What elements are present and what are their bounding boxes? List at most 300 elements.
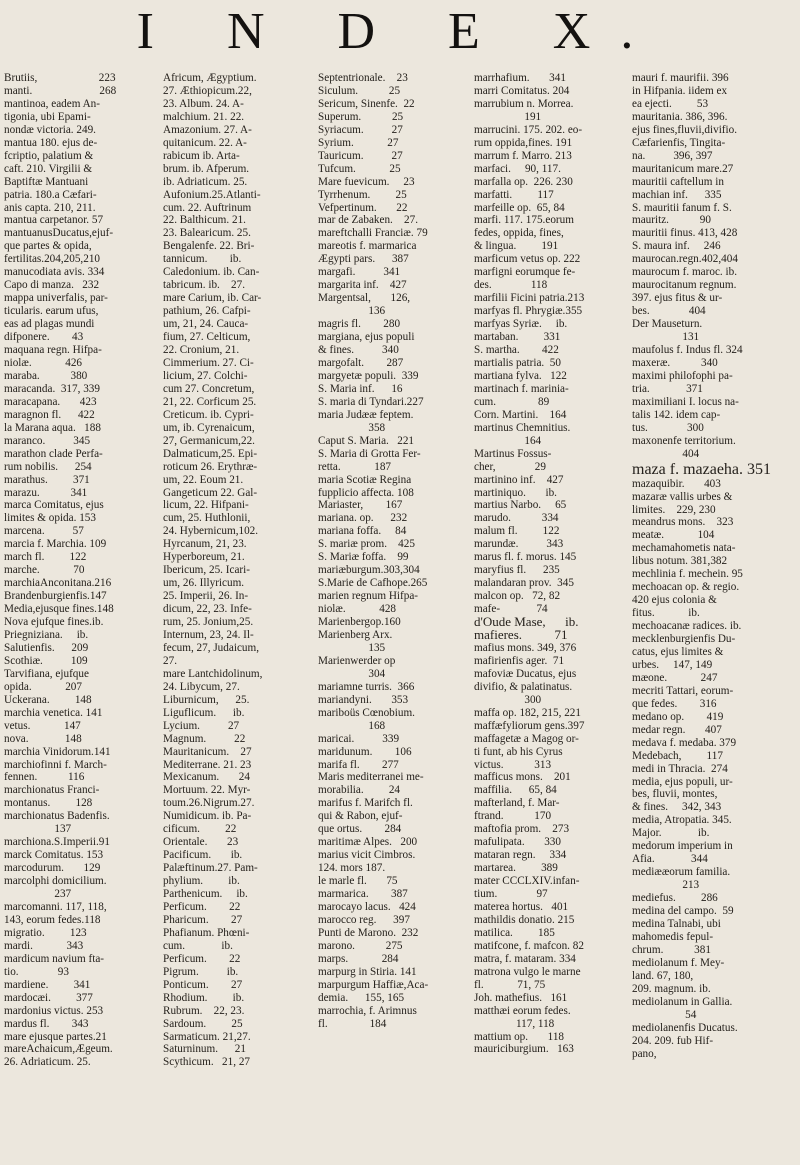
index-entry: marps. 284 (318, 952, 399, 965)
index-entry: bes. 404 (632, 305, 706, 318)
index-entry: marathon clade Perfa- (4, 447, 103, 460)
index-entry: marfeille op. 65, 84 (474, 201, 565, 214)
index-entry: martinino inf. 427 (474, 473, 564, 486)
index-entry: maftofia prom. 273 (474, 823, 570, 836)
index-entry: malcon op. 72, 82 (474, 590, 561, 603)
index-entry: des. 118 (474, 279, 548, 292)
index-entry: Martinus Fossus- (474, 447, 552, 460)
index-entry: marfatti. 117 (474, 188, 554, 201)
index-entry: 300 (474, 693, 542, 706)
index-entry: maufolus f. Indus fl. 324 (632, 344, 743, 357)
index-entry: mæone. 247 (632, 671, 718, 684)
index-entry: S. Maria di Grotta Fer- (318, 447, 421, 460)
index-entry: S. maura inf. 246 (632, 240, 721, 253)
index-entry: mafterland, f. Mar- (474, 797, 560, 810)
index-entry: matifcone, f. mafcon. 82 (474, 939, 584, 952)
index-entry: mare Lantchidolinum, (163, 667, 263, 680)
index-entry: Ponticum. 27 (163, 978, 243, 991)
index-entry: migratio. 123 (4, 926, 87, 939)
index-entry: 131 (632, 331, 700, 344)
index-entry: marchiaAnconitana.216 (4, 577, 112, 590)
index-entry: Aufonium.25.Atlanti- (163, 188, 261, 201)
index-entry: Pigrum. ib. (163, 965, 239, 978)
index-entry: mafulipata. 330 (474, 836, 561, 849)
index-entry: Ægypti pars. 387 (318, 253, 409, 266)
index-entry: fitus. ib. (632, 607, 700, 620)
index-entry: mauritania. 386, 396. (632, 110, 728, 123)
index-entry: mantuanusDucatus,ejuf- (4, 227, 114, 240)
index-entry: 22. Balthicum. 21. (163, 214, 246, 227)
index-entry: licium, 27. Colchi- (163, 369, 248, 382)
index-entry: Nova ejufque fines.ib. (4, 616, 104, 629)
index-entry: maryfius fl. 235 (474, 564, 560, 577)
index-entry: Marienberg Arx. (318, 628, 393, 641)
index-entry: cum. 89 (474, 395, 550, 408)
index-entry: margyetæ populi. 339 (318, 369, 419, 382)
index-entry: Brandenburgienfis.147 (4, 590, 107, 603)
index-entry: mare ejusque partes.21 (4, 1030, 107, 1043)
index-entry: martinach f. marinia- (474, 382, 569, 395)
index-entry: dicum, 22, 23. Infe- (163, 603, 252, 616)
index-entry: marudo. 334 (474, 512, 559, 525)
index-entry: S. maria di Tyndari.227 (318, 395, 424, 408)
index-entry: 54 (632, 1008, 697, 1021)
index-entry: Bengalenfe. 22. Bri- (163, 240, 255, 253)
index-entry: le marle fl. 75 (318, 875, 398, 888)
index-entry: marficum vetus op. 222 (474, 253, 581, 266)
index-entry: medano op. 419 (632, 710, 724, 723)
index-entry: malandaran prov. 345 (474, 577, 574, 590)
index-entry: Der Mauseturn. (632, 318, 703, 331)
index-entry: martius Narbo. 65 (474, 499, 567, 512)
index-entry: Cimmerium. 27. Ci- (163, 356, 254, 369)
index-entry: marrum f. Marro. 213 (474, 149, 572, 162)
index-entry: Superum. 25 (318, 110, 404, 123)
index-entry: fl. 71, 75 (474, 978, 546, 991)
index-entry: marchionatus Franci- (4, 784, 100, 797)
index-entry: medi in Thracia. 274 (632, 762, 728, 775)
index-entry: S. martha. 422 (474, 344, 559, 357)
index-entry: matilica. 185 (474, 926, 555, 939)
index-entry: tium. 97 (474, 888, 548, 901)
index-entry: que partes & opida, (4, 240, 92, 253)
index-entry: mariana. op. 232 (318, 512, 408, 525)
index-entry: mariamne turris. 366 (318, 680, 415, 693)
index-entry: matthæi eorum fedes. (474, 1004, 571, 1017)
index-entry: mantua carpetanor. 57 (4, 214, 104, 227)
index-entry: manucodiata avis. 334 (4, 266, 105, 279)
index-entry: mazaræ vallis urbes & (632, 490, 733, 503)
index-entry: roticum 26. Erythræ- (163, 460, 258, 473)
index-entry: mattium op. 118 (474, 1030, 565, 1043)
index-entry: marundæ. 343 (474, 538, 564, 551)
index-entry: Amazonium. 27. A- (163, 123, 252, 136)
index-entry: 23. Balearicum. 25. (163, 227, 251, 240)
index-entry: libus notum. 381,382 (632, 555, 728, 568)
index-entry: 137 (4, 823, 72, 836)
index-entry: mediolanum f. Mey- (632, 956, 725, 969)
index-entry: licum, 22. Hifpani- (163, 499, 249, 512)
index-entry: marck Comitatus. 153 (4, 849, 104, 862)
index-entry: cificum. 22 (163, 823, 237, 836)
index-entry: phylium. ib. (163, 875, 240, 888)
index-entry: 168 (318, 719, 386, 732)
index-entry: montanus. 128 (4, 797, 93, 810)
index-entry: in Hifpania. iidem ex (632, 84, 728, 97)
index-entry: mardocæi. 377 (4, 991, 93, 1004)
index-entry: marfalla op. 226. 230 (474, 175, 573, 188)
index-entry: martarea. 389 (474, 862, 558, 875)
index-entry: maridunum. 106 (318, 745, 412, 758)
index-entry: 404 (632, 447, 700, 460)
index-entry: martaban. 331 (474, 331, 561, 344)
index-entry: marono. 275 (318, 939, 403, 952)
index-entry: S. Mariæ foffa. 99 (318, 551, 409, 564)
index-entry: rum, 25. Jonium,25. (163, 616, 254, 629)
index-entry: medar regn. 407 (632, 723, 722, 736)
index-entry: Scothiæ. 109 (4, 654, 88, 667)
index-entry: Marienwerder op (318, 654, 396, 667)
index-entry: rum nobilis. 254 (4, 460, 92, 473)
index-entry: mauritanicum mare.27 (632, 162, 734, 175)
index-entry: Saturninum. 21 (163, 1043, 246, 1056)
index-entry: march fl. 122 (4, 551, 87, 564)
index-entry: mecklenburgienfis Du- (632, 633, 736, 646)
index-entry: marfi. 117. 175.eorum (474, 214, 574, 227)
index-entry: bes, fluvii, montes, (632, 788, 718, 801)
index-entry: brum. ib. Afperum. (163, 162, 250, 175)
index-entry: matra, f. mataram. 334 (474, 952, 576, 965)
index-entry: Gangeticum 22. Gal- (163, 486, 258, 499)
index-entry: 124. mors 187. (318, 862, 386, 875)
index-entry: 24. Hybernicum,102. (163, 525, 259, 538)
index-entry: Uckerana. 148 (4, 693, 92, 706)
index-entry: S.Marie de Cafhope.265 (318, 577, 428, 590)
index-entry: 26. Adriaticum. 25. (4, 1056, 91, 1069)
index-entry: 209. magnum. ib. (632, 982, 711, 995)
index-entry: ib. Adriaticum. 25. (163, 175, 248, 188)
index-entry: Priegniziana. ib. (4, 628, 89, 641)
index-entry: Media,ejusque fines.148 (4, 603, 114, 616)
index-entry: quitanicum. 22. A- (163, 136, 247, 149)
index-entry: 213 (632, 879, 700, 892)
index-entry: mariboüs Cœnobium. (318, 706, 415, 719)
index-entry: 23. Album. 24. A- (163, 97, 244, 110)
index-entry: materea hortus. 401 (474, 901, 569, 913)
index-entry: Hyperboreum, 21. (163, 551, 245, 564)
index-entry: Brutiis, 223 (4, 72, 116, 84)
index-entry: Syrium. 27 (318, 136, 399, 149)
index-entry: 204. 209. fub Hif- (632, 1034, 714, 1047)
index-entry: Lycium. 27 (163, 719, 240, 732)
index-entry: Medebach, 117 (632, 749, 723, 762)
index-entry: ea ejecti. 53 (632, 97, 709, 110)
index-entry: maria Judææ feptem. (318, 408, 414, 421)
index-entry: marius vicit Cimbros. (318, 849, 416, 862)
index-entry: margofalt. 287 (318, 356, 404, 369)
index-entry: marifa fl. 277 (318, 758, 399, 771)
index-entry: 191 (474, 110, 542, 123)
index-entry: vetus. 147 (4, 719, 81, 732)
index-entry: margafi. 341 (318, 266, 401, 279)
index-entry: Pacificum. ib. (163, 849, 243, 862)
page-title: I N D E X. (136, 3, 664, 60)
index-entry: toum.26.Nigrum.27. (163, 797, 255, 810)
index-entry: pathium, 26. Cafpi- (163, 305, 251, 318)
index-entry: tria. 371 (632, 382, 703, 395)
index-entry: Creticum. ib. Cypri- (163, 408, 254, 421)
index-entry: mariandyni. 353 (318, 693, 409, 706)
index-entry: matrona vulgo le marne (474, 965, 581, 978)
index-entry: la Marana aqua. 188 (4, 421, 101, 434)
index-entry: Perficum. 22 (163, 901, 241, 913)
index-entry: maximiliani I. locus na- (632, 395, 739, 408)
index-entry: marcolphi domicilium. (4, 875, 107, 888)
index-entry: Septentrionale. 23 (318, 72, 408, 84)
index-entry: anis capta. 210, 211. (4, 201, 96, 214)
index-entry: pano, (632, 1047, 657, 1060)
index-entry: martiniquo. ib. (474, 486, 557, 499)
index-entry: mechoacanæ radices. ib. (632, 620, 742, 633)
index-entry: cum. 22. Auftrinum (163, 201, 252, 214)
index-entry: tio. 93 (4, 965, 69, 978)
index-entry: maracapana. 423 (4, 395, 97, 408)
index-entry: mardonius victus. 253 (4, 1004, 104, 1017)
index-entry: cum 27. Concretum, (163, 382, 255, 395)
index-entry: Phafianum. Phœni- (163, 926, 250, 939)
index-entry: marrhafium. 341 (474, 72, 566, 84)
index-entry: fecum, 27, Judaicum, (163, 641, 260, 654)
index-entry: mafirienfis ager. 71 (474, 654, 565, 667)
index-entry: maracanda. 317, 339 (4, 382, 100, 395)
index-entry: mardicum navium fta- (4, 952, 105, 965)
index-entry: Vefpertinum. 22 (318, 201, 408, 214)
index-entry: 237 (4, 888, 72, 901)
index-entry: 143, eorum fedes.118 (4, 913, 101, 926)
index-entry: marche. 70 (4, 564, 85, 577)
index-entry: mafoviæ Ducatus, ejus (474, 667, 577, 680)
index-entry: marocco reg. 397 (318, 913, 410, 926)
index-entry: maxonenfe territorium. (632, 434, 736, 447)
index-entry: urbes. 147, 149 (632, 658, 713, 671)
index-entry: 27. (163, 654, 177, 667)
index-entry: marmarica. 387 (318, 888, 408, 901)
index-entry: marchia venetica. 141 (4, 706, 103, 719)
index-entry: Baptiftæ Mantuani (4, 175, 89, 188)
index-entry: Cæfarienfis, Tingita- (632, 136, 726, 149)
index-entry: tigonia, ubi Epami- (4, 110, 91, 123)
index-entry: marfaci. 90, 117. (474, 162, 561, 175)
index-entry: martialis patria. 50 (474, 356, 561, 369)
index-entry: que fedes. 316 (632, 697, 717, 710)
index-entry: maza f. mazaeha. 351 (632, 460, 772, 478)
index-entry: Caledonium. ib. Can- (163, 266, 260, 279)
index-entry: mauri f. maurifii. 396 (632, 72, 729, 84)
index-entry: media, Atropatia. 345. (632, 814, 732, 827)
index-entry: maraba. 380 (4, 369, 88, 382)
index-entry: marcia f. Marchia. 109 (4, 538, 107, 551)
index-entry: Pharicum. 27 (163, 913, 243, 926)
index-entry: mafe- 74 (474, 603, 548, 616)
index-entry: tabricum. ib. 27. (163, 279, 246, 292)
index-entry: um, ib. Cyrenaicum, (163, 421, 255, 434)
index-entry: martinus Chemnitius. (474, 421, 571, 434)
index-entry: um, 21, 24. Cauca- (163, 318, 249, 331)
index-entry: 117, 118 (474, 1017, 555, 1030)
index-entry: fupplicio affecta. 108 (318, 486, 414, 499)
index-entry: niolæ. 426 (4, 356, 83, 369)
index-entry: marcena. 57 (4, 525, 84, 538)
index-entry: Major. ib. (632, 827, 710, 840)
index-entry: mafius mons. 349, 376 (474, 641, 577, 654)
index-entry: Sericum, Sinenfe. 22 (318, 97, 415, 110)
index-entry: 358 (318, 421, 386, 434)
index-entry: martiana fylva. 122 (474, 369, 567, 382)
index-entry: 27, Germanicum,22. (163, 434, 255, 447)
index-entry: mauriciburgium. 163 (474, 1043, 574, 1056)
index-entry: marrubium n. Morrea. (474, 97, 574, 110)
index-entry: 24. Libycum, 27. (163, 680, 240, 693)
index-entry: mazaquibir. 403 (632, 477, 721, 490)
index-entry: Tufcum. 25 (318, 162, 401, 175)
index-entry: fertilitas.204,205,210 (4, 253, 101, 266)
index-entry: maranco. 345 (4, 434, 91, 447)
index-entry: Mauritanicum. 27 (163, 745, 252, 758)
index-entry: mecriti Tattari, eorum- (632, 684, 734, 697)
index-entry: mareAchaicum,Ægeum. (4, 1043, 113, 1056)
index-entry: maritimæ Alpes. 200 (318, 836, 418, 849)
index-entry: victus. 313 (474, 758, 552, 771)
index-entry: Siculum. 25 (318, 84, 401, 97)
index-entry: mariæburgum.303,304 (318, 564, 420, 577)
index-entry: na. 396, 397 (632, 149, 713, 162)
index-entry: fl. 184 (318, 1017, 387, 1030)
index-entry: maurocitanum regnum. (632, 279, 737, 292)
index-entry: medina Talnabi, ubi (632, 918, 721, 930)
index-entry: tus. 300 (632, 421, 704, 434)
index-entry: margarita inf. 427 (318, 279, 407, 292)
index-entry: manti. 268 (4, 84, 117, 97)
index-entry: marcodurum. 129 (4, 862, 101, 875)
index-entry: mafficus mons. 201 (474, 771, 571, 784)
index-entry: Maris mediterranei me- (318, 771, 424, 784)
index-entry: mechamahometis nata- (632, 542, 736, 555)
index-entry: marchionatus Badenfis. (4, 810, 110, 823)
index-entry: Mexicanum. 24 (163, 771, 250, 784)
index-entry: Corn. Martini. 164 (474, 408, 567, 421)
index-entry: marazu. 341 (4, 486, 88, 499)
index-column-1 (4, 72, 156, 1069)
index-entry: mataran regn. 334 (474, 849, 567, 862)
index-entry: Palæftinum.27. Pam- (163, 862, 258, 875)
index-entry: ftrand. 170 (474, 810, 552, 823)
index-entry: mediolanum in Gallia. (632, 995, 733, 1008)
index-entry: maffæfyliorum gens.397 (474, 719, 585, 732)
index-entry: maffilia. 65, 84 (474, 784, 557, 797)
index-entry: 164 (474, 434, 542, 447)
index-entry: Marienbergop.160 (318, 616, 401, 629)
index-entry: Punti de Marono. 232 (318, 926, 419, 939)
index-entry: & lingua. 191 (474, 240, 559, 253)
index-entry: medina del campo. 59 (632, 905, 734, 918)
index-entry: marchia Vinidorum.141 (4, 745, 111, 758)
index-entry: Mediterrane. 21. 23 (163, 758, 252, 771)
index-entry: marus fl. f. morus. 145 (474, 551, 577, 564)
index-entry: Syriacum. 27 (318, 123, 403, 136)
index-entry: marchiofinni f. March- (4, 758, 107, 771)
index-entry: marfyas fl. Phrygiæ.355 (474, 305, 583, 318)
index-entry: mardiene. 341 (4, 978, 91, 991)
index-entry: morabilia. 24 (318, 784, 401, 797)
index-entry: Sarmaticum. 21,27. (163, 1030, 251, 1043)
index-entry: machian inf. 335 (632, 188, 722, 201)
index-entry: 22. Cronium, 21. (163, 344, 240, 357)
index-entry: 304 (318, 667, 386, 680)
index-entry: land. 67, 180, (632, 969, 694, 982)
index-entry: Perficum. 22 (163, 952, 241, 965)
index-entry: ejus fines,fluvii,divifio. (632, 123, 738, 136)
index-entry: S. mauritii fanum f. S. (632, 201, 732, 214)
index-entry: Orientale. 23 (163, 836, 239, 849)
index-entry: 21, 22. Corficum 25. (163, 395, 257, 408)
index-entry: S. mariæ prom. 425 (318, 538, 415, 551)
index-entry: mauritii caftellum in (632, 175, 724, 188)
index-entry: mediææorum familia. (632, 866, 731, 879)
index-entry: mechoacan op. & regio. (632, 581, 740, 594)
index-entry: talis 142. idem cap- (632, 408, 721, 421)
index-entry: Hyrcanum, 21, 23. (163, 538, 247, 551)
index-entry: limites. 229, 230 (632, 503, 716, 516)
index-entry: ticularis. earum ufus, (4, 305, 99, 318)
index-entry: marien regnum Hifpa- (318, 590, 419, 603)
index-entry: um, 26. Illyricum. (163, 577, 245, 590)
index-entry: margiana, ejus populi (318, 331, 415, 344)
index-entry: demia. 155, 165 (318, 991, 405, 1004)
index-entry: maffa op. 182, 215, 221 (474, 706, 581, 719)
index-entry: marifus f. Marifch fl. (318, 797, 413, 810)
index-entry: Tyrrhenum. 25 (318, 188, 407, 201)
index-entry: chrum. 381 (632, 943, 711, 956)
index-entry: marchiona.S.Imperii.91 (4, 836, 110, 849)
index-entry: fcriptio, palatium & (4, 149, 94, 162)
index-entry: Internum, 23, 24. Il- (163, 628, 254, 641)
index-entry: d'Oude Mase, ib. (474, 614, 579, 630)
index-entry: & fines. 340 (318, 344, 399, 357)
index-entry: fedes, oppida, fines, (474, 227, 564, 240)
index-column-4 (474, 72, 624, 1056)
index-entry: mafieres. 71 (474, 626, 568, 642)
index-entry: meandrus mons. 323 (632, 516, 734, 529)
index-entry: marrucini. 175. 202. eo- (474, 123, 583, 136)
index-entry: mareftchalli Franciæ. 79 (318, 227, 428, 240)
index-entry: catus, ejus limites & (632, 645, 724, 658)
index-entry: marpurg in Stiria. 141 (318, 965, 417, 978)
index-entry: Joh. mathefius. 161 (474, 991, 568, 1004)
index-entry: mater CCCLXIV.infan- (474, 875, 580, 888)
index-entry: maragnon fl. 422 (4, 408, 95, 421)
index-entry: mareotis f. marmarica (318, 240, 417, 253)
index-entry: marfyas Syriæ. ib. (474, 318, 568, 331)
index-entry: difponere. 43 (4, 331, 84, 344)
index-entry: 420 ejus colonia & (632, 594, 717, 607)
index-entry: marri Comitatus. 204 (474, 84, 570, 97)
index-entry: maxeræ. 340 (632, 356, 718, 369)
index-entry: mediolanenfis Ducatus. (632, 1021, 738, 1034)
index-entry: mantua 180. ejus de- (4, 136, 98, 149)
index-entry: cher, 29 (474, 460, 546, 473)
index-entry: fium, 27. Celticum, (163, 331, 251, 344)
index-entry: mar de Zabaken. 27. (318, 214, 419, 227)
